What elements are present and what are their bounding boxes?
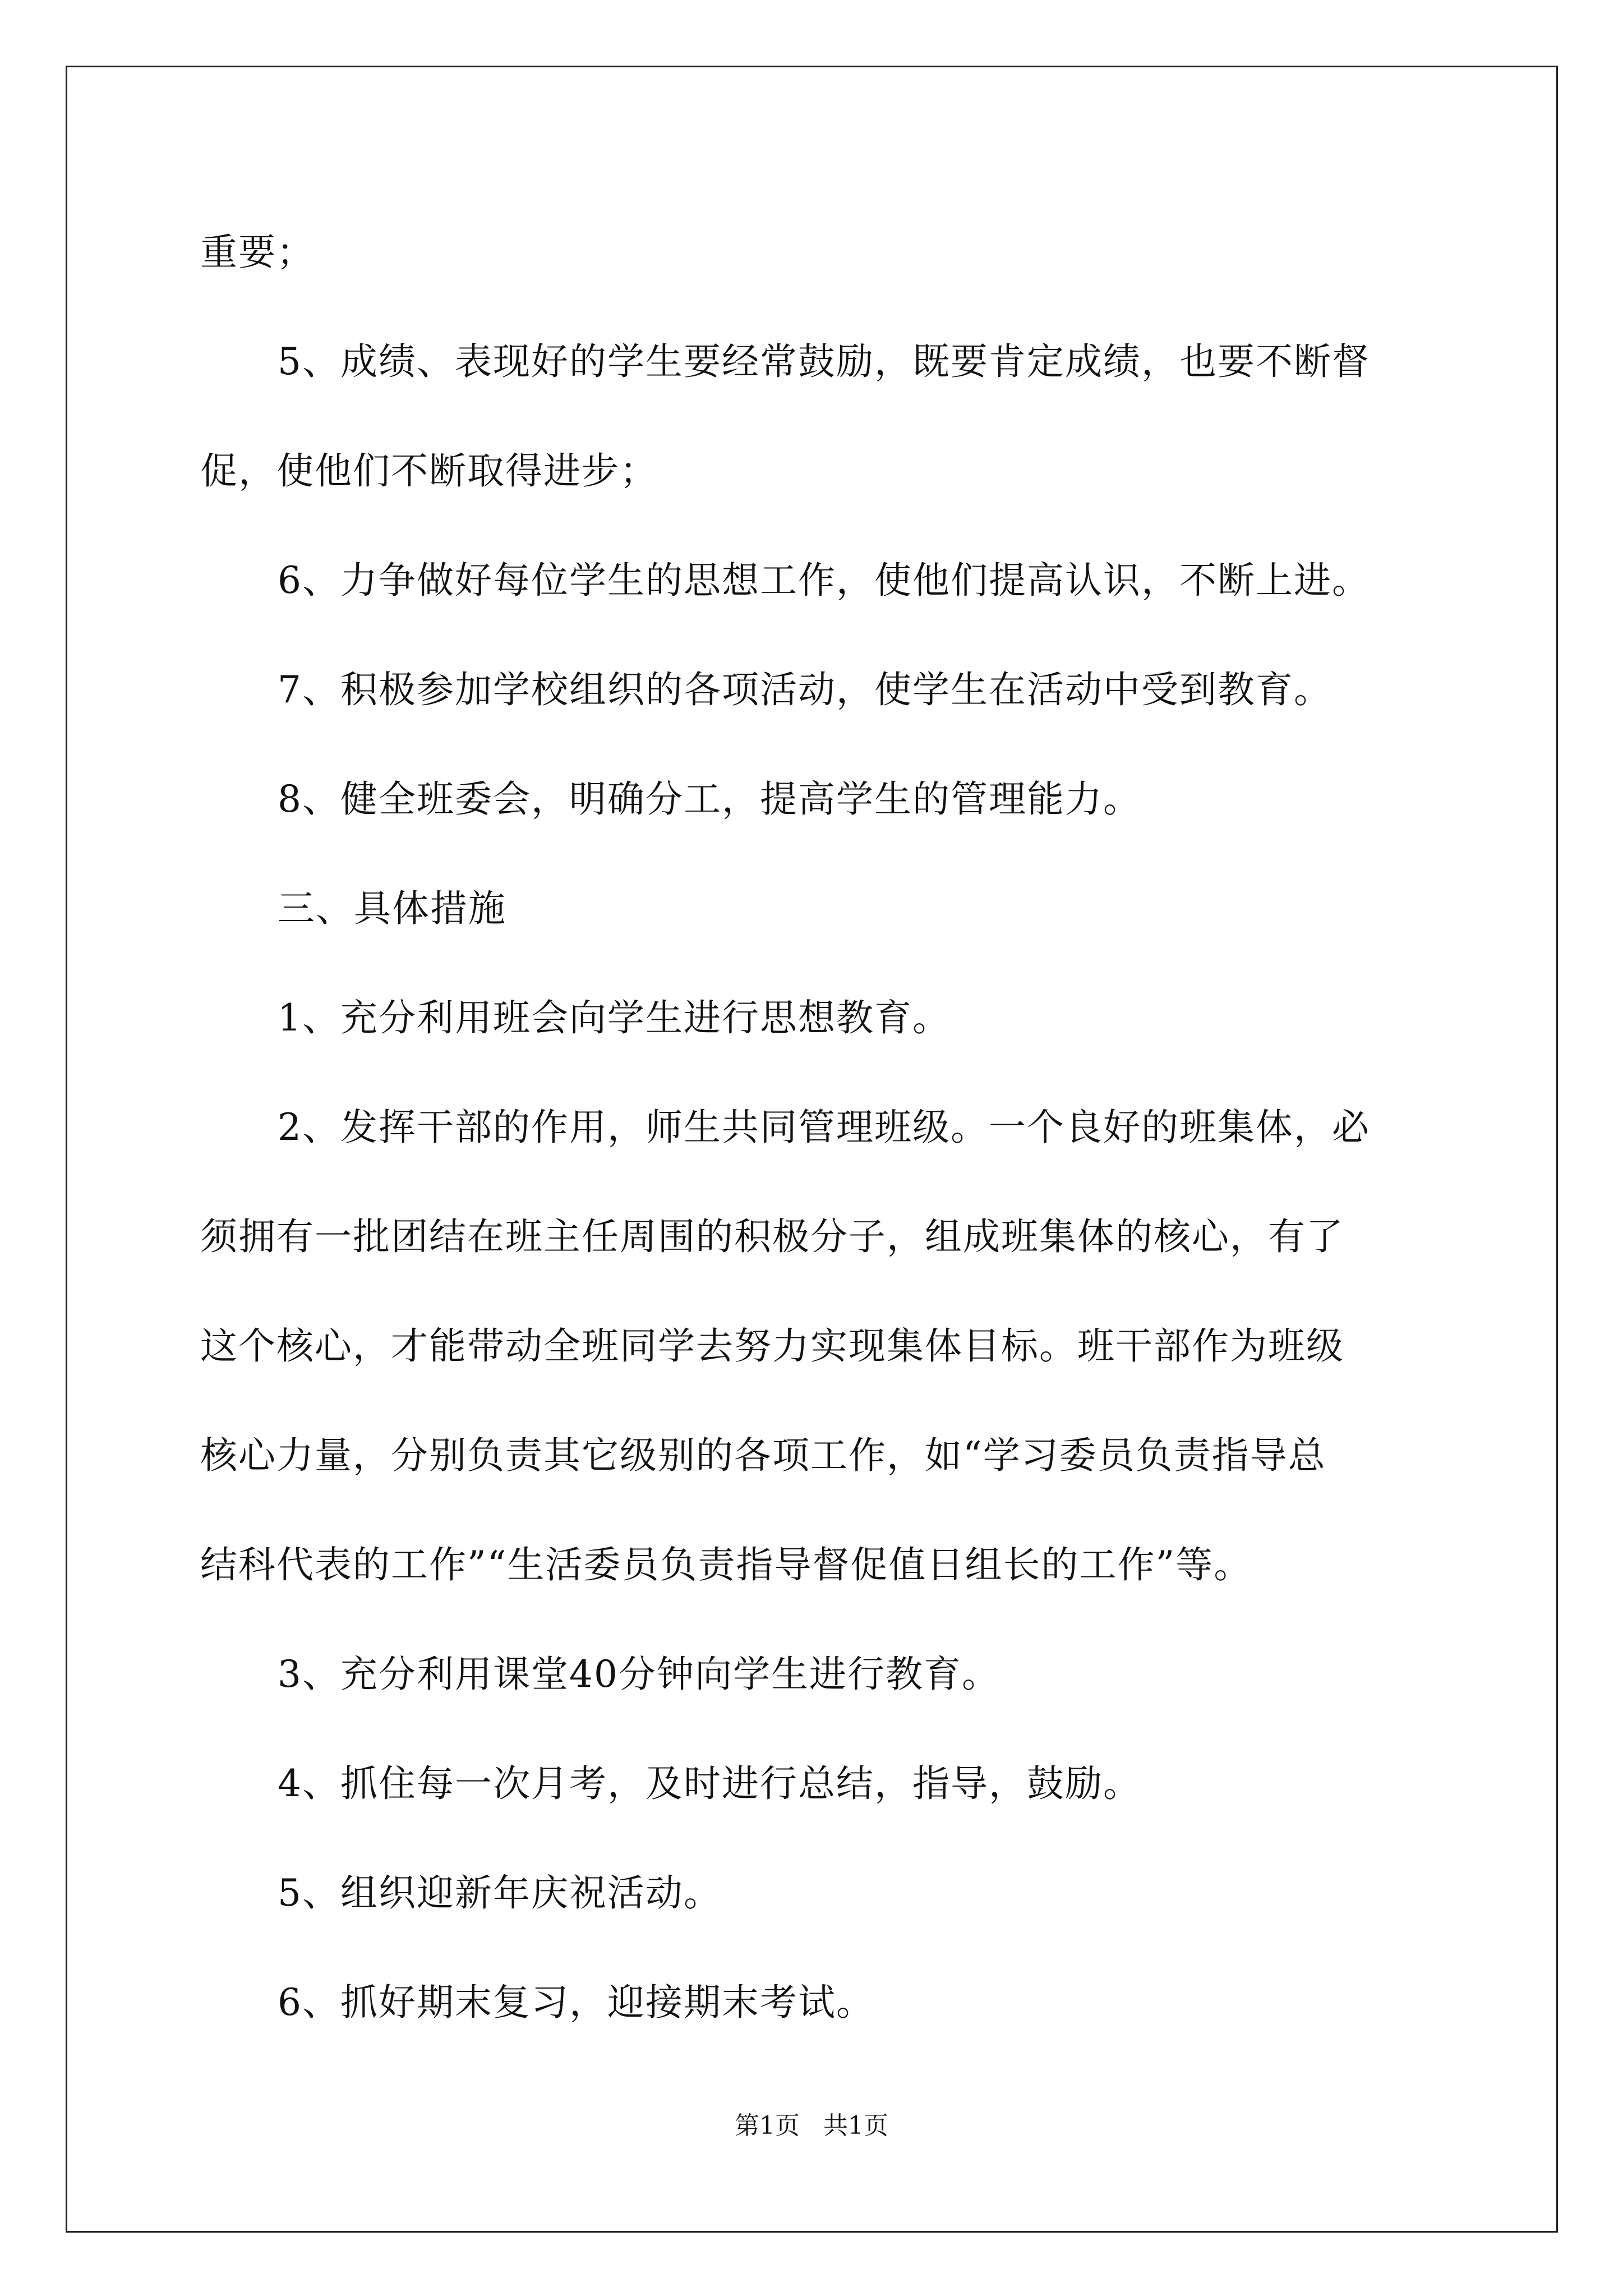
text-line: 4、抓住每一次月考，及时进行总结，指导，鼓励。 xyxy=(278,1762,1141,1805)
text-line: 3、充分利用课堂40分钟向学生进行教育。 xyxy=(278,1653,1000,1696)
text-line: 1、充分利用班会向学生进行思想教育。 xyxy=(278,996,951,1039)
text-line: 核心力量，分别负责其它级别的各项工作，如“学习委员负责指导总 xyxy=(200,1434,1326,1477)
text-line: 2、发挥干部的作用，师生共同管理班级。一个良好的班集体，必 xyxy=(278,1106,1370,1149)
text-line: 这个核心，才能带动全班同学去努力实现集体目标。班干部作为班级 xyxy=(200,1324,1344,1368)
text-line: 重要； xyxy=(200,231,315,274)
text-line: 8、健全班委会，明确分工，提高学生的管理能力。 xyxy=(278,777,1141,821)
section-heading: 三、具体措施 xyxy=(278,887,506,930)
text-line: 结科代表的工作”“生活委员负责指导督促值日组长的工作”等。 xyxy=(200,1543,1252,1586)
text-line: 促，使他们不断取得进步； xyxy=(200,449,658,493)
text-line: 6、抓好期末复习，迎接期末考试。 xyxy=(278,1981,874,2024)
page-footer: 第1页 共1页 xyxy=(735,2111,888,2140)
text-line: 5、组织迎新年庆祝活动。 xyxy=(278,1871,722,1915)
text-line: 须拥有一批团结在班主任周围的积极分子，组成班集体的核心，有了 xyxy=(200,1215,1344,1258)
text-line: 5、成绩、表现好的学生要经常鼓励，既要肯定成绩，也要不断督 xyxy=(278,340,1370,383)
text-line: 6、力争做好每位学生的思想工作，使他们提高认识，不断上进。 xyxy=(278,559,1370,602)
text-line: 7、积极参加学校组织的各项活动，使学生在活动中受到教育。 xyxy=(278,668,1332,711)
